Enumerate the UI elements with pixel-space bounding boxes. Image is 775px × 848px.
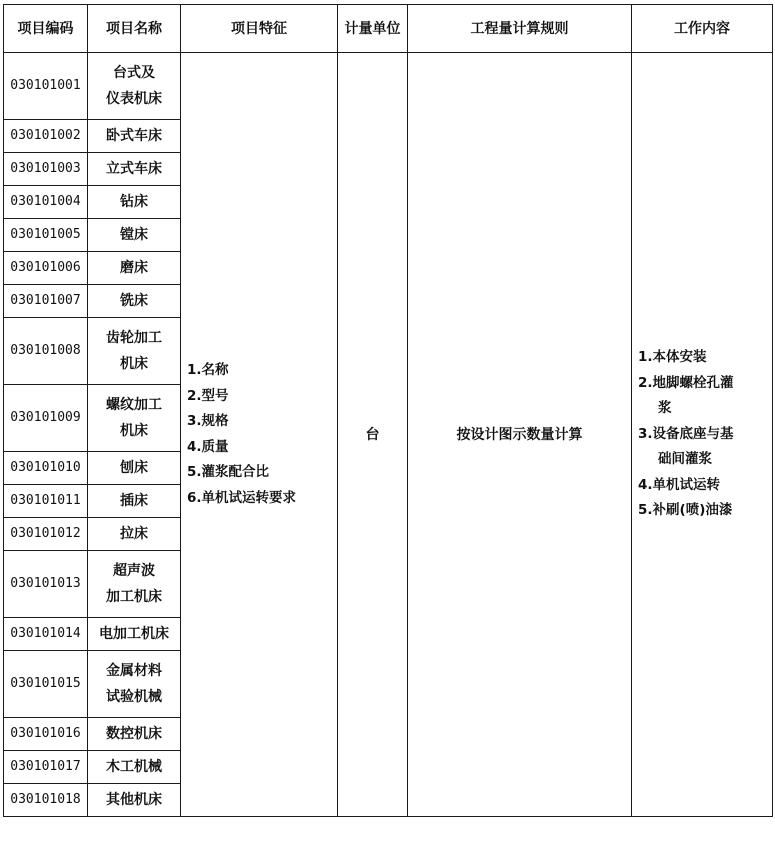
item-name (88, 551, 181, 618)
header-unit: 计量单位 (338, 5, 408, 53)
rule-cell: 按设计图示数量计算 (408, 53, 632, 817)
table-row (4, 53, 773, 120)
work-item-continuation: 础间灌浆 (658, 451, 712, 468)
item-code: 030101004 (4, 186, 88, 219)
item-name (88, 651, 181, 718)
item-name-line: 机床 (120, 356, 148, 372)
item-name (88, 219, 181, 252)
item-name-line: 木工机械 (106, 759, 162, 775)
item-name (88, 452, 181, 485)
item-name (88, 618, 181, 651)
item-code: 030101001 (4, 53, 88, 120)
item-name-line: 钻床 (120, 194, 148, 210)
header-work: 工作内容 (632, 5, 773, 53)
item-name (88, 518, 181, 551)
item-name-line: 电加工机床 (99, 626, 169, 642)
item-name (88, 385, 181, 452)
item-code: 030101018 (4, 784, 88, 817)
item-code: 030101017 (4, 751, 88, 784)
item-name-line: 拉床 (120, 526, 148, 542)
item-name-line: 仪表机床 (106, 91, 162, 107)
item-code: 030101011 (4, 485, 88, 518)
item-code: 030101009 (4, 385, 88, 452)
item-name (88, 751, 181, 784)
item-code: 030101016 (4, 718, 88, 751)
item-name (88, 252, 181, 285)
feature-item: 4.质量 (187, 438, 229, 455)
feature-item: 6.单机试运转要求 (187, 489, 297, 506)
unit-cell: 台 (338, 53, 408, 817)
item-name (88, 318, 181, 385)
item-code: 030101006 (4, 252, 88, 285)
item-code: 030101010 (4, 452, 88, 485)
header-name: 项目名称 (88, 5, 181, 53)
item-name-line: 超声波 (113, 563, 155, 579)
item-name (88, 784, 181, 817)
item-code: 030101008 (4, 318, 88, 385)
header-row (4, 5, 773, 53)
item-name (88, 186, 181, 219)
item-name (88, 718, 181, 751)
header-rule: 工程量计算规则 (408, 5, 632, 53)
item-name-line: 台式及 (113, 65, 155, 81)
item-code: 030101014 (4, 618, 88, 651)
item-name-line: 机床 (120, 423, 148, 439)
item-name-line: 其他机床 (106, 792, 162, 808)
item-name-line: 立式车床 (106, 161, 162, 177)
item-code: 030101015 (4, 651, 88, 718)
item-name-line: 磨床 (120, 260, 148, 276)
item-code: 030101012 (4, 518, 88, 551)
item-code: 030101013 (4, 551, 88, 618)
item-name (88, 285, 181, 318)
item-code: 030101005 (4, 219, 88, 252)
feature-item: 5.灌浆配合比 (187, 464, 270, 480)
work-content-cell (632, 53, 773, 817)
work-item: 4.单机试运转 (638, 476, 721, 493)
item-name-line: 铣床 (120, 293, 148, 309)
item-name (88, 153, 181, 186)
item-name (88, 53, 181, 120)
item-name-line: 金属材料 (106, 663, 162, 679)
item-name-line: 加工机床 (106, 589, 162, 605)
feature-item: 2.型号 (187, 387, 229, 404)
item-name-line: 刨床 (120, 460, 148, 476)
work-item: 1.本体安装 (638, 349, 707, 366)
item-name (88, 120, 181, 153)
table-body (4, 53, 773, 817)
work-item-continuation: 浆 (658, 400, 672, 417)
work-item: 2.地脚螺栓孔灌 (638, 374, 734, 391)
item-code: 030101002 (4, 120, 88, 153)
features-cell (181, 53, 338, 817)
item-name-line: 卧式车床 (106, 128, 162, 144)
item-name-line: 螺纹加工 (106, 397, 162, 413)
item-code: 030101007 (4, 285, 88, 318)
item-name-line: 镗床 (120, 227, 148, 243)
item-name (88, 485, 181, 518)
feature-item: 1.名称 (187, 362, 229, 378)
work-item: 5.补刷(喷)油漆 (638, 502, 733, 519)
header-features: 项目特征 (181, 5, 338, 53)
item-name-line: 试验机械 (106, 689, 162, 705)
feature-item: 3.规格 (187, 413, 229, 429)
quota-table (3, 4, 773, 817)
item-name-line: 齿轮加工 (106, 330, 162, 346)
item-name-line: 数控机床 (106, 726, 162, 742)
work-item: 3.设备底座与基 (638, 425, 734, 442)
header-code: 项目编码 (4, 5, 88, 53)
item-name-line: 插床 (120, 493, 148, 509)
item-code: 030101003 (4, 153, 88, 186)
